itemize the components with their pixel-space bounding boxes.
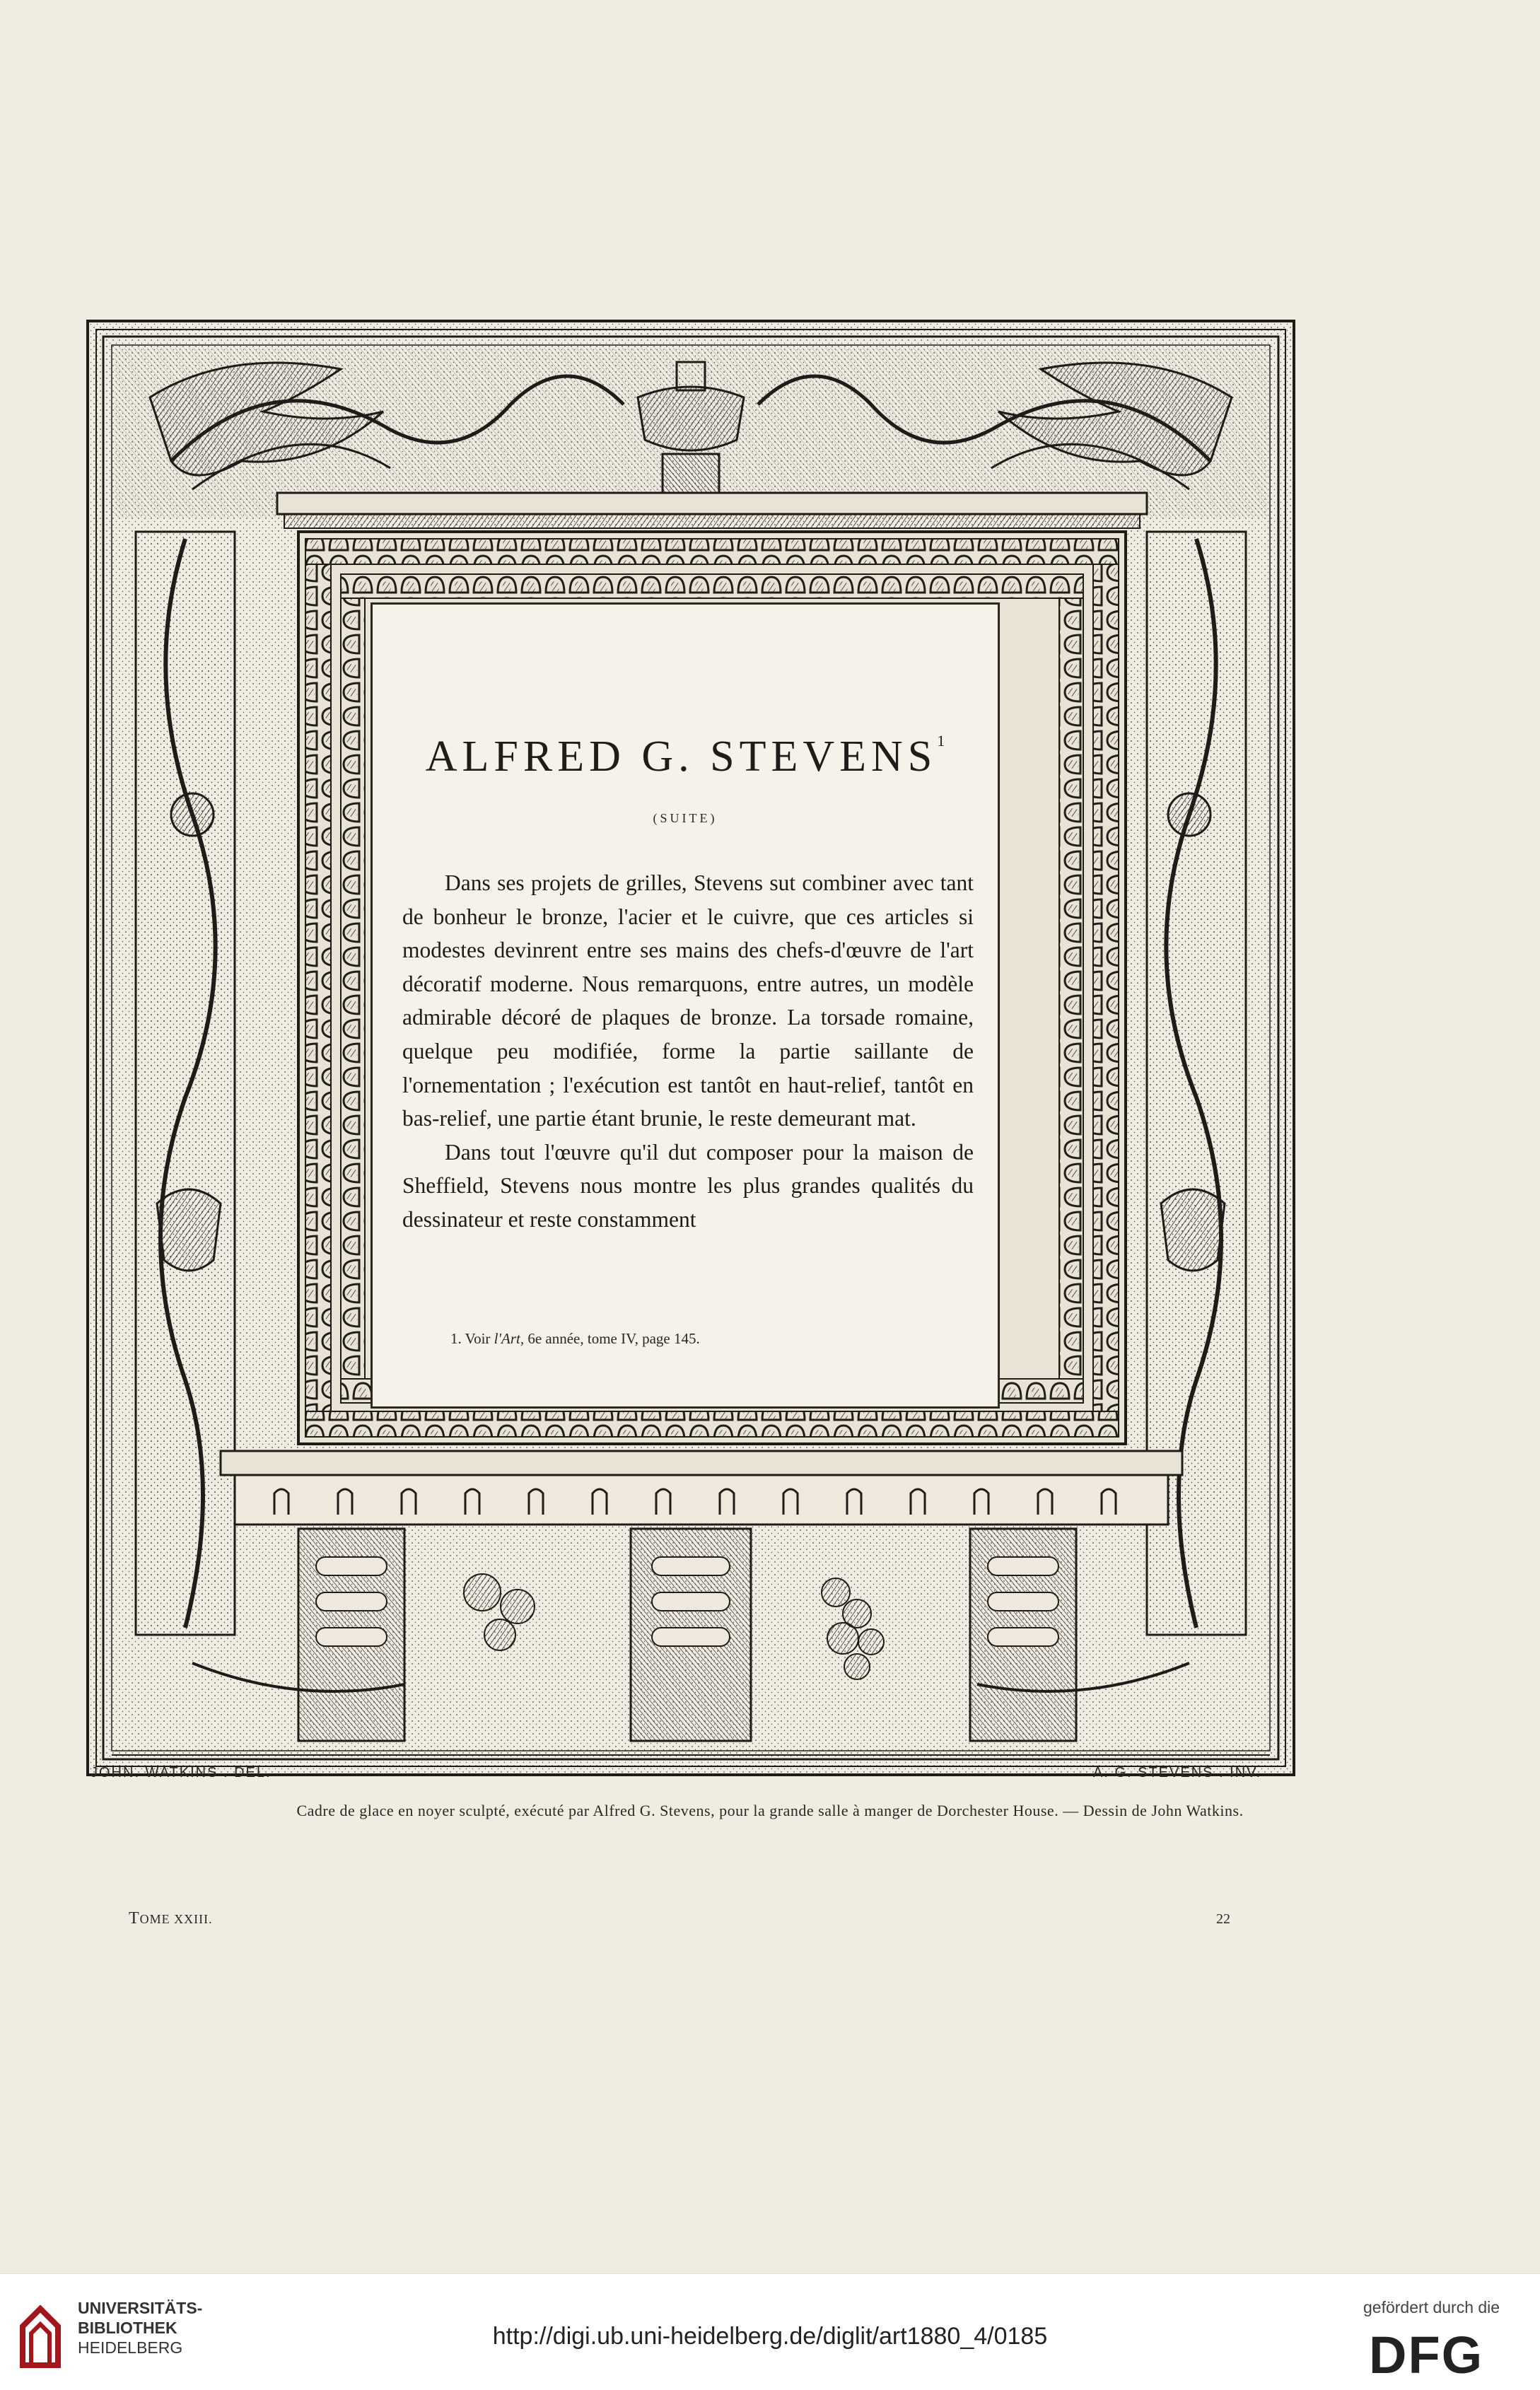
sponsor-label: gefördert durch die — [1363, 2298, 1500, 2316]
paragraph: Dans ses projets de grilles, Stevens sut combiner avec tant de bonheur le bronze, l'acier et le cuivre, que ces articles si modestes devinrent entre ses mains des chefs-d'œuvre de l'art décoratif moderne. Nous remarquons, entre autres, un modèle admirable décoré de plaques de bronze. La torsade romaine, quelque peu modifiée, forme la partie saillante de l'ornementation ; l'exécution est tantôt en haut-relief, tantôt en bas-relief, une partie étant brunie, le reste demeurant mat. — [402, 870, 974, 1131]
paragraph: Dans tout l'œuvre qu'il dut composer pour la maison de Sheffield, Stevens nous montre les plus grandes qualités du dessinateur et reste constamment — [402, 1139, 974, 1232]
article-subtitle: (SUITE) — [653, 811, 718, 825]
figure-caption: Cadre de glace en noyer sculpté, exécuté par Alfred G. Stevens, pour la grande salle à manger de Dorchester House. — Dessin de John Watkins. — [296, 1802, 1244, 1819]
bleed-through-text — [163, 185, 1379, 209]
footnote-marker: 1 — [937, 732, 945, 750]
article-title: ALFRED G. STEVENS$^1$ — [425, 732, 945, 781]
article-body — [402, 866, 974, 1237]
engraver-credit: JOHN. WATKINS . DEL. — [91, 1765, 272, 1780]
dfg-logo[interactable]: DFG — [1369, 2326, 1484, 2384]
permalink-url[interactable]: http://digi.ub.uni-heidelberg.de/diglit/art1880_4/0185 — [492, 2323, 1048, 2350]
page-number: 22 — [1216, 1911, 1230, 1927]
volume-label: TOME XXIII. — [129, 1909, 213, 1928]
article-panel — [371, 602, 1000, 1409]
designer-credit: A. G. STEVENS . INV. — [1093, 1765, 1262, 1780]
library-name: UNIVERSITÄTS- BIBLIOTHEK HEIDELBERG — [78, 2299, 203, 2357]
footnote: 1. Voir l'Art, 6e année, tome IV, page 145. — [450, 1330, 700, 1347]
